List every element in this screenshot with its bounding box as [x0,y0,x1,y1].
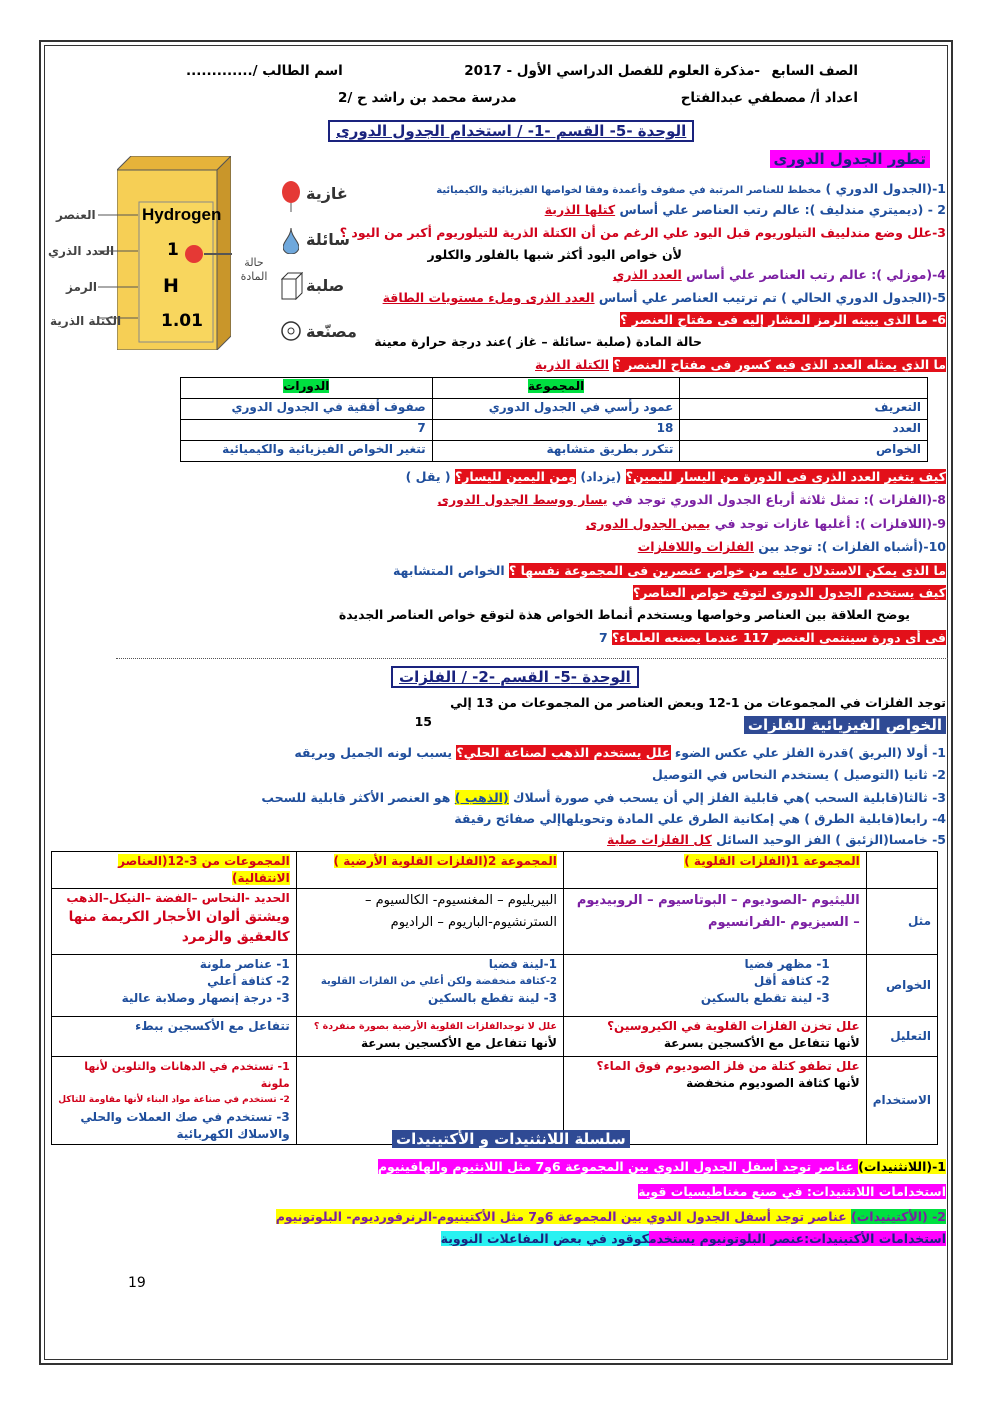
ans-moseley: العدد الذري [612,267,682,282]
line-mercury [607,831,946,849]
element-label-number: العدد الذري [48,244,115,258]
q-predict: كيف يستخدم الجدول الدورى لتوقع خواص العناصر؟ [633,585,946,600]
line-mendeleev [545,201,946,219]
element-name: Hydrogen [142,205,222,224]
t2-props-group1: 1- مظهر فضيا 2- كثافة أقل 3- لينة تقطع بالسكين [563,955,866,1017]
t1-header-blank [680,378,928,399]
lanthanides-def: 1-(اللانثنيدات) عناصر توجد أسفل الجدول الدوي بين المجموعة 6و7 مثل اللانثيوم والهافينيوم [377,1159,946,1174]
a-same-group: الخواص المتشابهة [392,563,505,578]
line-ductility [261,789,946,807]
line-metalloids [638,538,946,556]
solid-cube-icon [281,272,303,300]
groups-periods-table [180,377,928,462]
element-mass: 1.01 [161,311,203,331]
element-label-symbol: الرمز [66,280,97,294]
state-gas: غازية [306,184,348,203]
prepared-by: اعداد أ/ مصطفي عبدالفتاح [680,90,858,106]
t2-header-group2: المجموعة 2(الفلزات القلوية الأرضية ) [296,852,563,889]
t2-props-group2: 1-لينة فضيا 2-كثافة منخفضة ولكن أعلي من الفلزات القلوية 3- لينة تقطع بالسكين [296,955,563,1017]
line-luster [294,744,946,762]
t1-cell: 18 [432,420,680,441]
a-change-1: (يزداد) [580,469,622,484]
section-divider [116,658,948,659]
term-metals: 8-(الفلزات ): [863,492,946,507]
def-moseley: عالم رتب العناصر علي أساس [686,267,867,282]
state-solid: صلبة [306,276,345,295]
q-same-group: ما الذى يمكن الاستدلال عليه من خواص عنصرين فى المجموعة نفسها ؟ [509,563,946,578]
term-periodic-table: 1-(الجدول الدوري ) [825,181,946,196]
q-fraction: ما الذي يمثله العدد الذى فيه كسور فى مفتاح العنصر ؟ [613,357,946,372]
t2-row-examples: مثل [866,889,937,955]
gold-highlight: (الذهب ) [454,790,509,805]
t2-reason-group1: علل تخزن الفلزات القلوية في الكيروسين؟ لأنها تتفاعل مع الأكسجين بسرعة [563,1017,866,1057]
element-label-mass: الكتلة الذرية [50,314,122,328]
t2-examples-transition: الحديد -النحاس –الفضة –النيكل–الذهب ويشتق ألوان الأحجار الكريمة منها كالعقيق والزمرد [52,889,297,955]
p-mercury: 5- خامسا(الزئبق ) الفز الوحيد السائل [716,832,946,847]
line-same-group [393,562,946,580]
line-lanthanides [378,1158,946,1176]
metals-intro-2: 15 [414,714,432,729]
p-luster: 1- أولا (البريق )قدرة الفلز علي عكس الضوء [674,745,946,760]
t1-cell: 7 [181,420,433,441]
line-nonmetals [586,515,946,533]
def-mendeleev: عالم رتب العناصر علي أساس [619,202,801,217]
term-modern-table: 5-(الجدول الدوري الحالي ) تم ترتيب العناصر علي أساس [598,290,946,305]
label-leader-lines [98,210,138,322]
t2-header-group1: المجموعة 1(الفلزات القلوية ) [563,852,866,889]
unit1-title: الوحدة -5- القسم -1- / استخدام الجدول الدورى [328,120,694,142]
def-nonmetals: أغلبها غازات توجد في [714,516,851,531]
line-periodic-table [436,180,946,200]
lanthanides-use: استخدامات اللانثنيدات: في صنع مغناطيسيات قوية [638,1184,946,1199]
q-117: فى أى دورة سينتمى العنصر 117 عندما يصنعه العلماء؟ [612,630,946,645]
line-lanthanides-use [638,1183,946,1201]
element-state-pointer [184,226,234,266]
element-symbol: H [163,275,179,297]
ans-mendeleev: كتلها الذرية [544,202,616,217]
t1-row-label: التعريف [680,399,928,420]
def-metalloids: توجد بين [758,539,813,554]
droplet-icon [283,228,299,254]
section-evolution-title: تطور الجدول الدورى [770,150,930,168]
line-metals [438,491,946,509]
state-synthetic: مصنّعة [306,322,357,341]
ans-metals: يسار ووسط الجدول الدورى [437,492,608,507]
page-number: 19 [128,1275,146,1291]
state-liquid: سائلة [306,230,350,249]
line-actinides [276,1208,946,1226]
note-title: -مذكرة العلوم للفصل الدراسي الأول - 2017 [464,63,760,79]
t1-header-group: المجموعة [432,378,680,399]
a-gold-jewelry: يسبب لونه الجميل وبريقه [294,745,453,760]
line-fraction-question [535,356,946,374]
t2-row-uses: الاستخدام [866,1057,937,1145]
a-change-2: ( يقل ) [405,469,451,484]
metals-intro-1: توجد الفلزات في المجموعات من 1-12 وبعض العناصر من المجموعات من 13 إلي [450,695,946,710]
element-label-name: العنصر [56,208,96,222]
term-moseley: 4-(موزلي ): [871,267,946,282]
t2-props-transition: 1- عناصر ملونة 2- كثافة أعلي 3- درجة إنصهار وصلابة عالية [52,955,297,1017]
line-modern-table [383,289,946,307]
unit2-title: الوحدة -5- القسم -2- / الفلزات [391,666,639,688]
line-symbol-answer: حالة المادة (صلبة -سائلة – غاز )عند درجة حرارة معينة [374,334,702,349]
t2-row-properties: الخواص [866,955,937,1017]
metals-groups-table [51,851,938,1145]
t2-reason-group2: علل لا توجدالفلزات القلوية الأرضية بصورة منفردة ؟ لأنها تتفاعل مع الأكسجين بسرعة [296,1017,563,1057]
t2-uses-transition: 1- تستخدم في الدهانات والتلوين لأنها ملونة 2- تستخدم في صناعة مواد البناء لأنها مقاومة للتاكل 3- تستخدم في صك العملات والحلي والاسلاك الكهربائية [52,1057,297,1145]
t2-examples-group2: البيريليوم – المغنسيوم- الكالسيوم – السترنشيوم-الباريوم – الراديوم [296,889,563,955]
ans-modern-table: العدد الذرى وملء مستويات الطاقة [382,290,595,305]
t1-cell: تتكرر بطريق متشابهة [432,441,680,462]
t1-row-label: العدد [680,420,928,441]
q-symbol: 6- ما الذى يبينه الرمز المشار إليه فى مفتاح العنصر ؟ [620,312,946,327]
t1-cell: تتغير الخواص الفيزيائية والكيميائية [181,441,433,462]
element-number: 1 [167,240,179,260]
ans-fraction: الكتلة الذرية [535,357,610,372]
def-metals: تمثل ثلاثة أرباع الجدول الدوري توجد في [611,492,860,507]
line-actinides-use [441,1230,946,1248]
line-element-117 [599,629,946,647]
t2-examples-group1: الليثيوم -الصوديوم – البوتاسيوم – الروبيديوم – السيزيوم -الفرانسيوم [563,889,866,955]
t1-cell: عمود رأسي في الجدول الدوري [432,399,680,420]
term-mendeleev: 2 - (ديميتري مندليف ): [804,202,946,217]
balloon-icon [280,180,302,212]
line-symbol-question [620,311,946,329]
line-moseley [613,266,946,284]
t1-header-period: الدورات [181,378,433,399]
ans-metalloids: الفلزات واللافلزات [637,539,754,554]
q-gold-jewelry: علل يستخدم الذهب لصناعة الحلي؟ [456,745,671,760]
line-tellurium-answer: لأن خواص اليود أكثر شبها بالفلور والكلور [427,247,682,262]
synthetic-icon [280,320,302,342]
series-title: سلسلة اللانثنيدات و الأكتينيدات [392,1130,630,1148]
line-conductivity: 2- ثانيا (التوصيل ) يستخدم النحاس في التوصيل [652,767,946,782]
line-predict [633,584,946,602]
state-label: حالة المادة [240,256,268,283]
student-name: اسم الطالب /............. [186,63,343,79]
actinides-def: 2- (الأكتينيدات) عناصر توجد أسفل الجدول الدوي بين المجموعة 6و7 مثل الأكتينيوم-الرنرفورديوم- البلوتونيوم [275,1209,946,1224]
t1-row-label: الخواص [680,441,928,462]
a-117: 7 [598,630,608,645]
def-periodic-table: مخطط للعناصر المرتبة في صفوف وأعمدة وفقا لخواصها الفيزيائية والكيميائية [436,185,822,196]
q-change-2: ومن اليمين لليسار؟ [454,469,576,484]
t2-header-transition: المجموعات من 3-12(العناصر الانتقالية) [52,852,297,889]
grade-label: الصف السابع [771,63,858,79]
school-name: مدرسة محمد بن راشد ح /2 [338,90,517,106]
p-all-solid: كل الفلزات صلبة [607,832,712,847]
p-ductility-end: هو العنصر الأكثر قابلية للسحب [261,790,451,805]
actinides-use-a: استخدامات الأكتينيدات:عنصر البلوتونيوم يستخدم [648,1231,946,1246]
section-physical-properties: الخواص الفيزيائية للفلزات [744,716,946,734]
t2-reason-transition: تتفاعل مع الأكسجين ببطء [52,1017,297,1057]
term-metalloids: 10-(أشباه الفلزات ): [816,539,946,554]
line-tellurium-question: 3-علل وضع مندلييف التيلوريوم قبل اليود علي الرغم من أن الكتلة الذرية للتيلوريوم أكبر من اليود ؟ [339,225,946,240]
line-malleability: 4- رابعا(قابلية الطرق ) هي إمكانية الطرق علي المادة وتحويلهاإلي صفائح رقيقة [454,811,946,826]
q-change: كيف يتغير العدد الذرى فى الدورة من اليسار لليمين؟ [625,469,946,484]
ans-nonmetals: يمين الجدول الدورى [585,516,711,531]
p-ductility: 3- ثالثا(قابلية السحب )هي قابلية الفلز إلي أن يسحب في صورة أسلاك [513,790,946,805]
line-atomic-number-change [406,468,946,486]
line-predict-answer: يوضح العلاقة بين العناصر وخواصها ويستخدم أنماط الخواص هذة لتوقع خواص العناصر الجديدة [338,607,910,622]
t2-row-reason: التعليل [866,1017,937,1057]
t1-cell: صفوف أفقية في الجدول الدوري [181,399,433,420]
t2-uses-group1: علل تطفو كتلة من فلز الصوديوم فوق الماء؟ لأنها كثافة الصوديوم منخفضة [563,1057,866,1145]
term-nonmetals: 9-(اللافلزات ): [854,516,946,531]
t2-header-blank [866,852,937,889]
actinides-use-b: كوقود في بعض المفاعلات النووية [440,1231,649,1246]
